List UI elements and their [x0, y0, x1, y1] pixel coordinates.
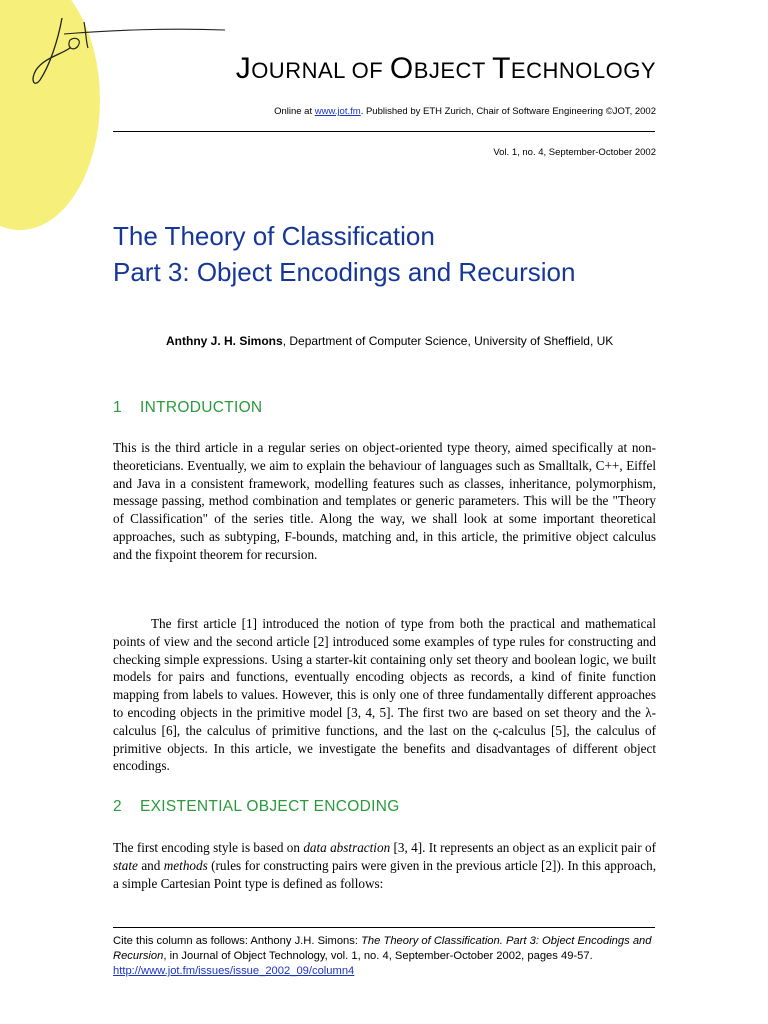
emphasis-state: state: [113, 857, 138, 873]
text-run: The first encoding style is based on: [113, 840, 304, 855]
article-title: [113, 218, 575, 290]
journal-title: [236, 52, 656, 86]
section-title: INTRODUCTION: [140, 399, 263, 416]
section-title: EXISTENTIAL OBJECT ENCODING: [140, 798, 400, 815]
jot-logo-icon: [0, 0, 240, 110]
cite-article-title: The Theory of Classification. Part 3: Object Encodings and Recursion: [113, 935, 652, 962]
intro-paragraph-1: This is the third article in a regular series on object-oriented type theory, aimed specifically at non-theoreticians. Eventually, we aim to explain the behaviour of languages such as Smalltalk, C++, Eiffel and Java in a consistent framework, modelling features such as classes, inheritance, polymorphism, message passing, method combination and templates or generic parameters. This will be the "Theory of Classification" of the series title. Along the way, we shall look at some important theoretical approaches, such as subtyping, F-bounds, matching and, in this article, the primitive object calculus and the fixpoint theorem for recursion.: [113, 440, 656, 562]
article-title-line1: The Theory of Classification: [113, 221, 435, 251]
text-run: and: [137, 857, 164, 873]
journal-website-link[interactable]: www.jot.fm: [314, 106, 361, 117]
online-prefix: Online at: [274, 106, 315, 117]
journal-title-initial: T: [492, 52, 511, 85]
section-number: 1: [113, 399, 122, 416]
publisher-line: [274, 106, 656, 117]
journal-title-part: BJECT: [413, 58, 493, 83]
cite-details: , in Journal of Object Technology, vol. 1, no. 4, September-October 2002, pages 49-57.: [163, 950, 593, 962]
publisher-text: . Published by ETH Zurich, Chair of Software Engineering ©JOT, 2002: [360, 106, 656, 117]
journal-title-part: OURNAL OF: [251, 58, 390, 83]
author-block: [166, 333, 626, 350]
section-heading-introduction: [113, 399, 262, 417]
header-divider: [113, 131, 655, 132]
article-title-line2: Part 3: Object Encodings and Recursion: [113, 257, 576, 287]
emphasis-methods: methods: [163, 857, 208, 873]
section-heading-existential-encoding: [113, 798, 400, 816]
text-run: [3, 4]. It represents an object as an explicit pair of: [390, 840, 656, 855]
text-run: (rules for constructing pairs were given in the previous article [2]). In this approach, a simple Cartesian Point type is defined as follows:: [113, 857, 656, 891]
article-url-link[interactable]: http://www.jot.fm/issues/issue_2002_09/column4: [113, 965, 355, 977]
cite-prefix: Cite this column as follows: Anthony J.H. Simons:: [113, 935, 362, 947]
author-affiliation: , Department of Computer Science, University of Sheffield, UK: [282, 334, 614, 348]
emphasis-data-abstraction: data abstraction: [303, 840, 391, 855]
journal-title-initial: J: [235, 52, 252, 85]
volume-info: Vol. 1, no. 4, September-October 2002: [493, 147, 656, 158]
intro-paragraph-2: The first article [1] introduced the notion of type from both the practical and mathematical points of view and the second article [2] introduced some examples of type rules for constructing and checking simple expressions. Using a starter-kit containing only set theory and boolean logic, we built models for pairs and functions, eventually encoding objects as records, a kind of finite function mapping from labels to values. However, this is only one of three fundamentally different approaches to encoding objects in the primitive model [3, 4, 5]. The first two are based on set theory and the λ-calculus [6], the calculus of primitive functions, and the last on the ς-calculus [5], the calculus of primitive objects. In this article, we investigate the benefits and disadvantages of different object encodings.: [113, 616, 656, 774]
journal-title-part: ECHNOLOGY: [510, 58, 656, 83]
footer-divider: [113, 927, 655, 928]
encoding-paragraph-1: [113, 839, 656, 892]
journal-title-initial: O: [389, 52, 414, 85]
author-name: Anthny J. H. Simons: [166, 334, 283, 348]
section-number: 2: [113, 798, 122, 815]
citation-footer: [113, 934, 658, 979]
